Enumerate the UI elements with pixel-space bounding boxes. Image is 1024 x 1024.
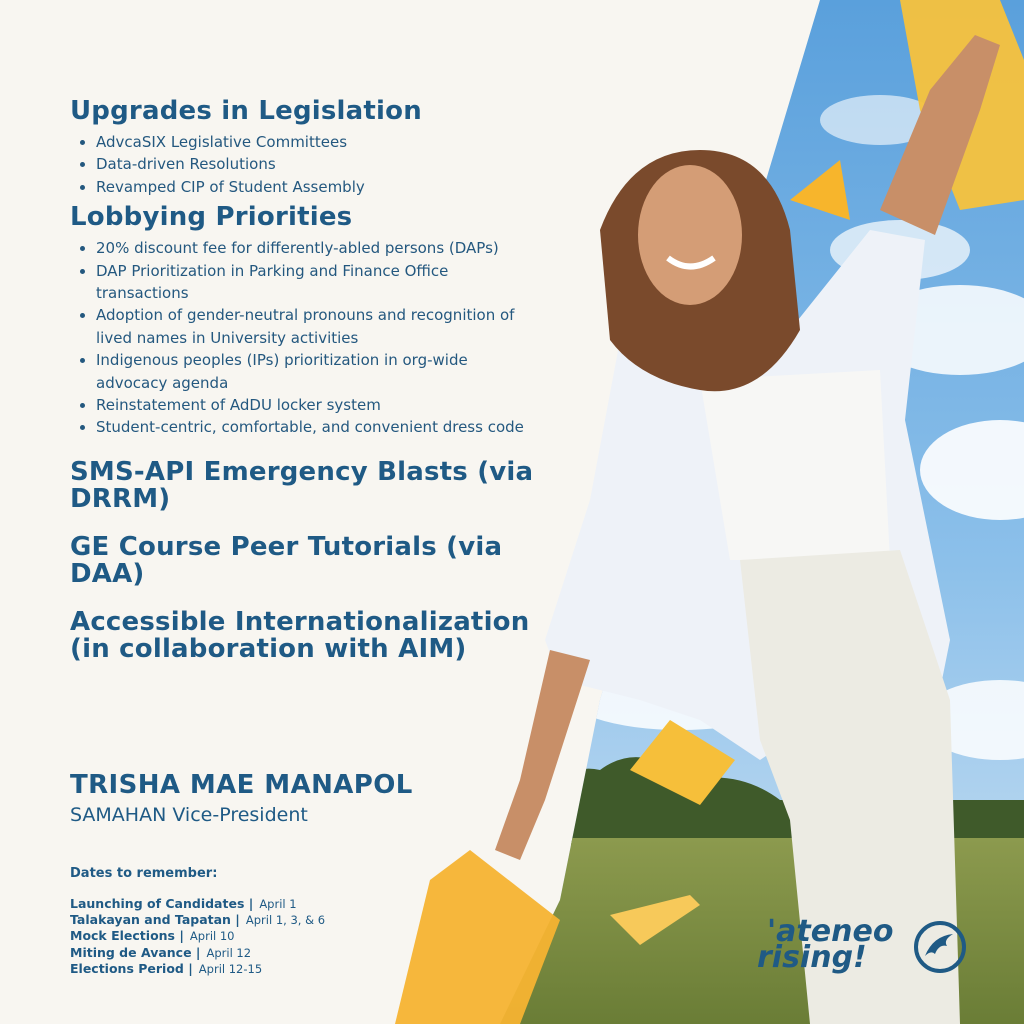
date-value: April 1 [259, 897, 297, 911]
dates-block [70, 866, 325, 977]
candidate-name: TRISHA MAE MANAPOL [70, 770, 413, 800]
platform-content [70, 98, 540, 663]
list-item: • AdvcaSIX Legislative Committees [96, 131, 540, 153]
list-item: • DAP Prioritization in Parking and Finance Office transactions [96, 260, 540, 305]
date-event: Launching of Candidates | [70, 896, 254, 911]
date-event: Miting de Avance | [70, 944, 201, 960]
eagle-emblem-icon [913, 920, 967, 974]
logo-word-rising: rising! [757, 940, 867, 975]
candidate-role: SAMAHAN Vice-President [70, 804, 308, 826]
heading-sms-emergency-blasts: SMS-API Emergency Blasts (via DRRM) [70, 456, 534, 514]
date-value: April 12 [206, 945, 252, 960]
date-event: Mock Elections | [70, 928, 184, 944]
date-value: April 10 [189, 929, 235, 944]
date-row [70, 912, 325, 928]
ateneo-rising-logo [757, 914, 972, 979]
heading-lobbying-priorities: Lobbying Priorities [70, 202, 353, 233]
date-value: April 1, 3, & 6 [245, 913, 326, 928]
list-item: • Data-driven Resolutions [96, 153, 540, 175]
date-row [70, 945, 325, 961]
list-item: • Adoption of gender-neutral pronouns and recognition of lived names in University activities [96, 304, 540, 349]
date-row [70, 928, 325, 944]
list-item: • Reinstatement of AdDU locker system [96, 394, 540, 416]
date-value: April 12-15 [198, 961, 263, 976]
candidate-block [70, 770, 413, 828]
dates-title: Dates to remember: [70, 866, 218, 881]
heading-ge-peer-tutorials: GE Course Peer Tutorials (via DAA) [70, 531, 503, 589]
date-row [70, 961, 325, 977]
logo-word-ateneo: 'ateneo [767, 914, 894, 949]
list-lobbying-priorities [70, 237, 540, 439]
heading-accessible-internationalization: Accessible Internationalization (in collaboration with AIM) [70, 606, 530, 664]
list-item: • Indigenous peoples (IPs) prioritization in org-wide advocacy agenda [96, 349, 540, 394]
list-item: • Student-centric, comfortable, and convenient dress code [96, 416, 540, 438]
list-upgrades-legislation [70, 131, 540, 198]
list-item: • Revamped CIP of Student Assembly [96, 176, 540, 198]
list-item: • 20% discount fee for differently-abled persons (DAPs) [96, 237, 540, 259]
date-event: Talakayan and Tapatan | [70, 912, 240, 928]
heading-upgrades-legislation: Upgrades in Legislation [70, 96, 422, 126]
date-event: Elections Period | [70, 960, 193, 976]
date-row [70, 896, 325, 912]
